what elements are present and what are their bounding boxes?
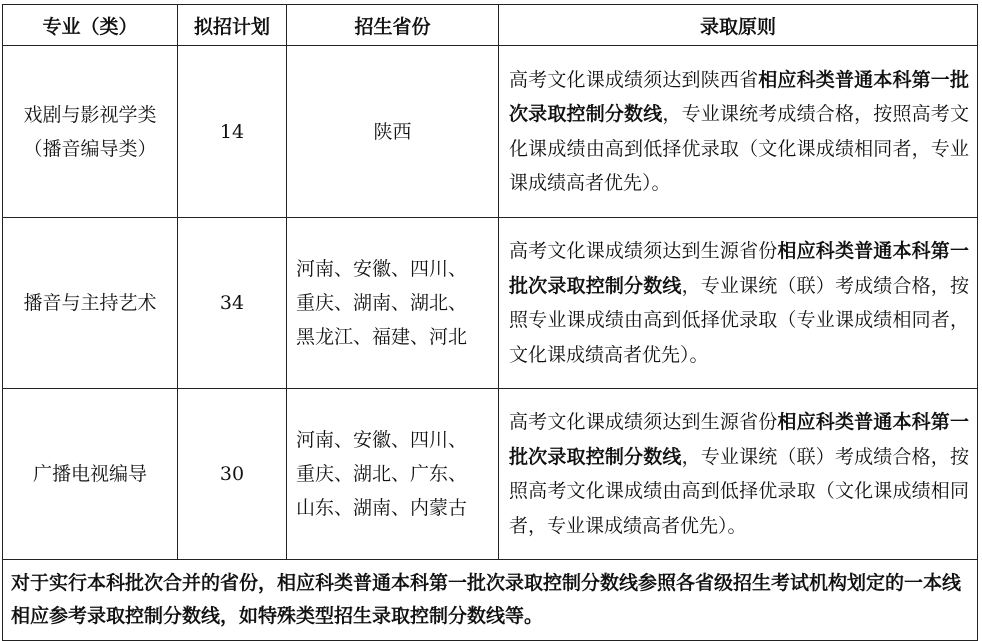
header-provinces: 招生省份: [287, 5, 499, 46]
header-major: 专业（类）: [3, 5, 178, 46]
provinces-cell: [287, 46, 499, 218]
rule-text-b: ，专业课统考成绩合格，按照高考文化课成绩由高到低择优录取（文化课成绩相同者，专业课成绩高者优先）。: [509, 103, 969, 194]
rule-text-b: ，专业课统（联）考成绩合格，按照专业课成绩由高到低择优录取（专业课成绩相同者，文化课成绩高者优先）。: [509, 274, 969, 366]
table-row: [3, 46, 978, 218]
major-cell: [3, 46, 178, 218]
plan-cell: 30: [178, 389, 287, 560]
rule-cell: [499, 46, 978, 218]
rule-text-bold: 相应科类普通本科第一批次录取控制分数线: [509, 240, 969, 297]
major-name: 广播电视编导: [32, 463, 147, 485]
rule-cell: [499, 389, 978, 560]
province-line: 重庆、湖南、湖北、: [296, 292, 468, 314]
header-rule: 录取原则: [499, 5, 978, 46]
rule-text-a: 高考文化课成绩须达到生源省份: [509, 411, 778, 433]
table-row: [3, 218, 978, 389]
province-line: 重庆、湖北、广东、: [296, 463, 468, 485]
major-subname: （播音编导类）: [23, 137, 157, 160]
plan-cell: 34: [178, 218, 287, 389]
province-line: 山东、湖南、内蒙古: [296, 497, 468, 519]
province-line: 河南、安徽、四川、: [296, 258, 468, 280]
footnote: 对于实行本科批次合并的省份，相应科类普通本科第一批次录取控制分数线参照各省级招生考试机构划定的一本线相应参考录取控制分数线，如特殊类型招生录取控制分数线等。: [3, 560, 978, 641]
rule-text-bold: 相应科类普通本科第一批次录取控制分数线: [509, 68, 969, 125]
major-name: 播音与主持艺术: [23, 292, 157, 314]
rule-cell: [499, 218, 978, 389]
province-line: 黑龙江、福建、河北: [296, 326, 468, 348]
province-line: 陕西: [373, 120, 412, 143]
major-cell: [3, 389, 178, 560]
admission-table: [2, 4, 978, 641]
table-row: [3, 389, 978, 560]
rule-text-b: ，专业课统（联）考成绩合格，按照高考文化课成绩由高到低择优录取（文化课成绩相同者，专业课成绩高者优先）。: [509, 445, 969, 537]
major-name: 戏剧与影视学类: [23, 103, 157, 126]
rule-text-bold: 相应科类普通本科第一批次录取控制分数线: [509, 411, 969, 468]
note-row: [3, 560, 978, 641]
province-line: 河南、安徽、四川、: [296, 429, 468, 451]
plan-cell: 14: [178, 46, 287, 218]
rule-text-a: 高考文化课成绩须达到生源省份: [509, 240, 778, 262]
major-cell: [3, 218, 178, 389]
provinces-cell: [287, 389, 499, 560]
header-plan: 拟招计划: [178, 5, 287, 46]
provinces-cell: [287, 218, 499, 389]
header-row: [3, 5, 978, 46]
rule-text-a: 高考文化课成绩须达到陕西省: [509, 68, 759, 91]
